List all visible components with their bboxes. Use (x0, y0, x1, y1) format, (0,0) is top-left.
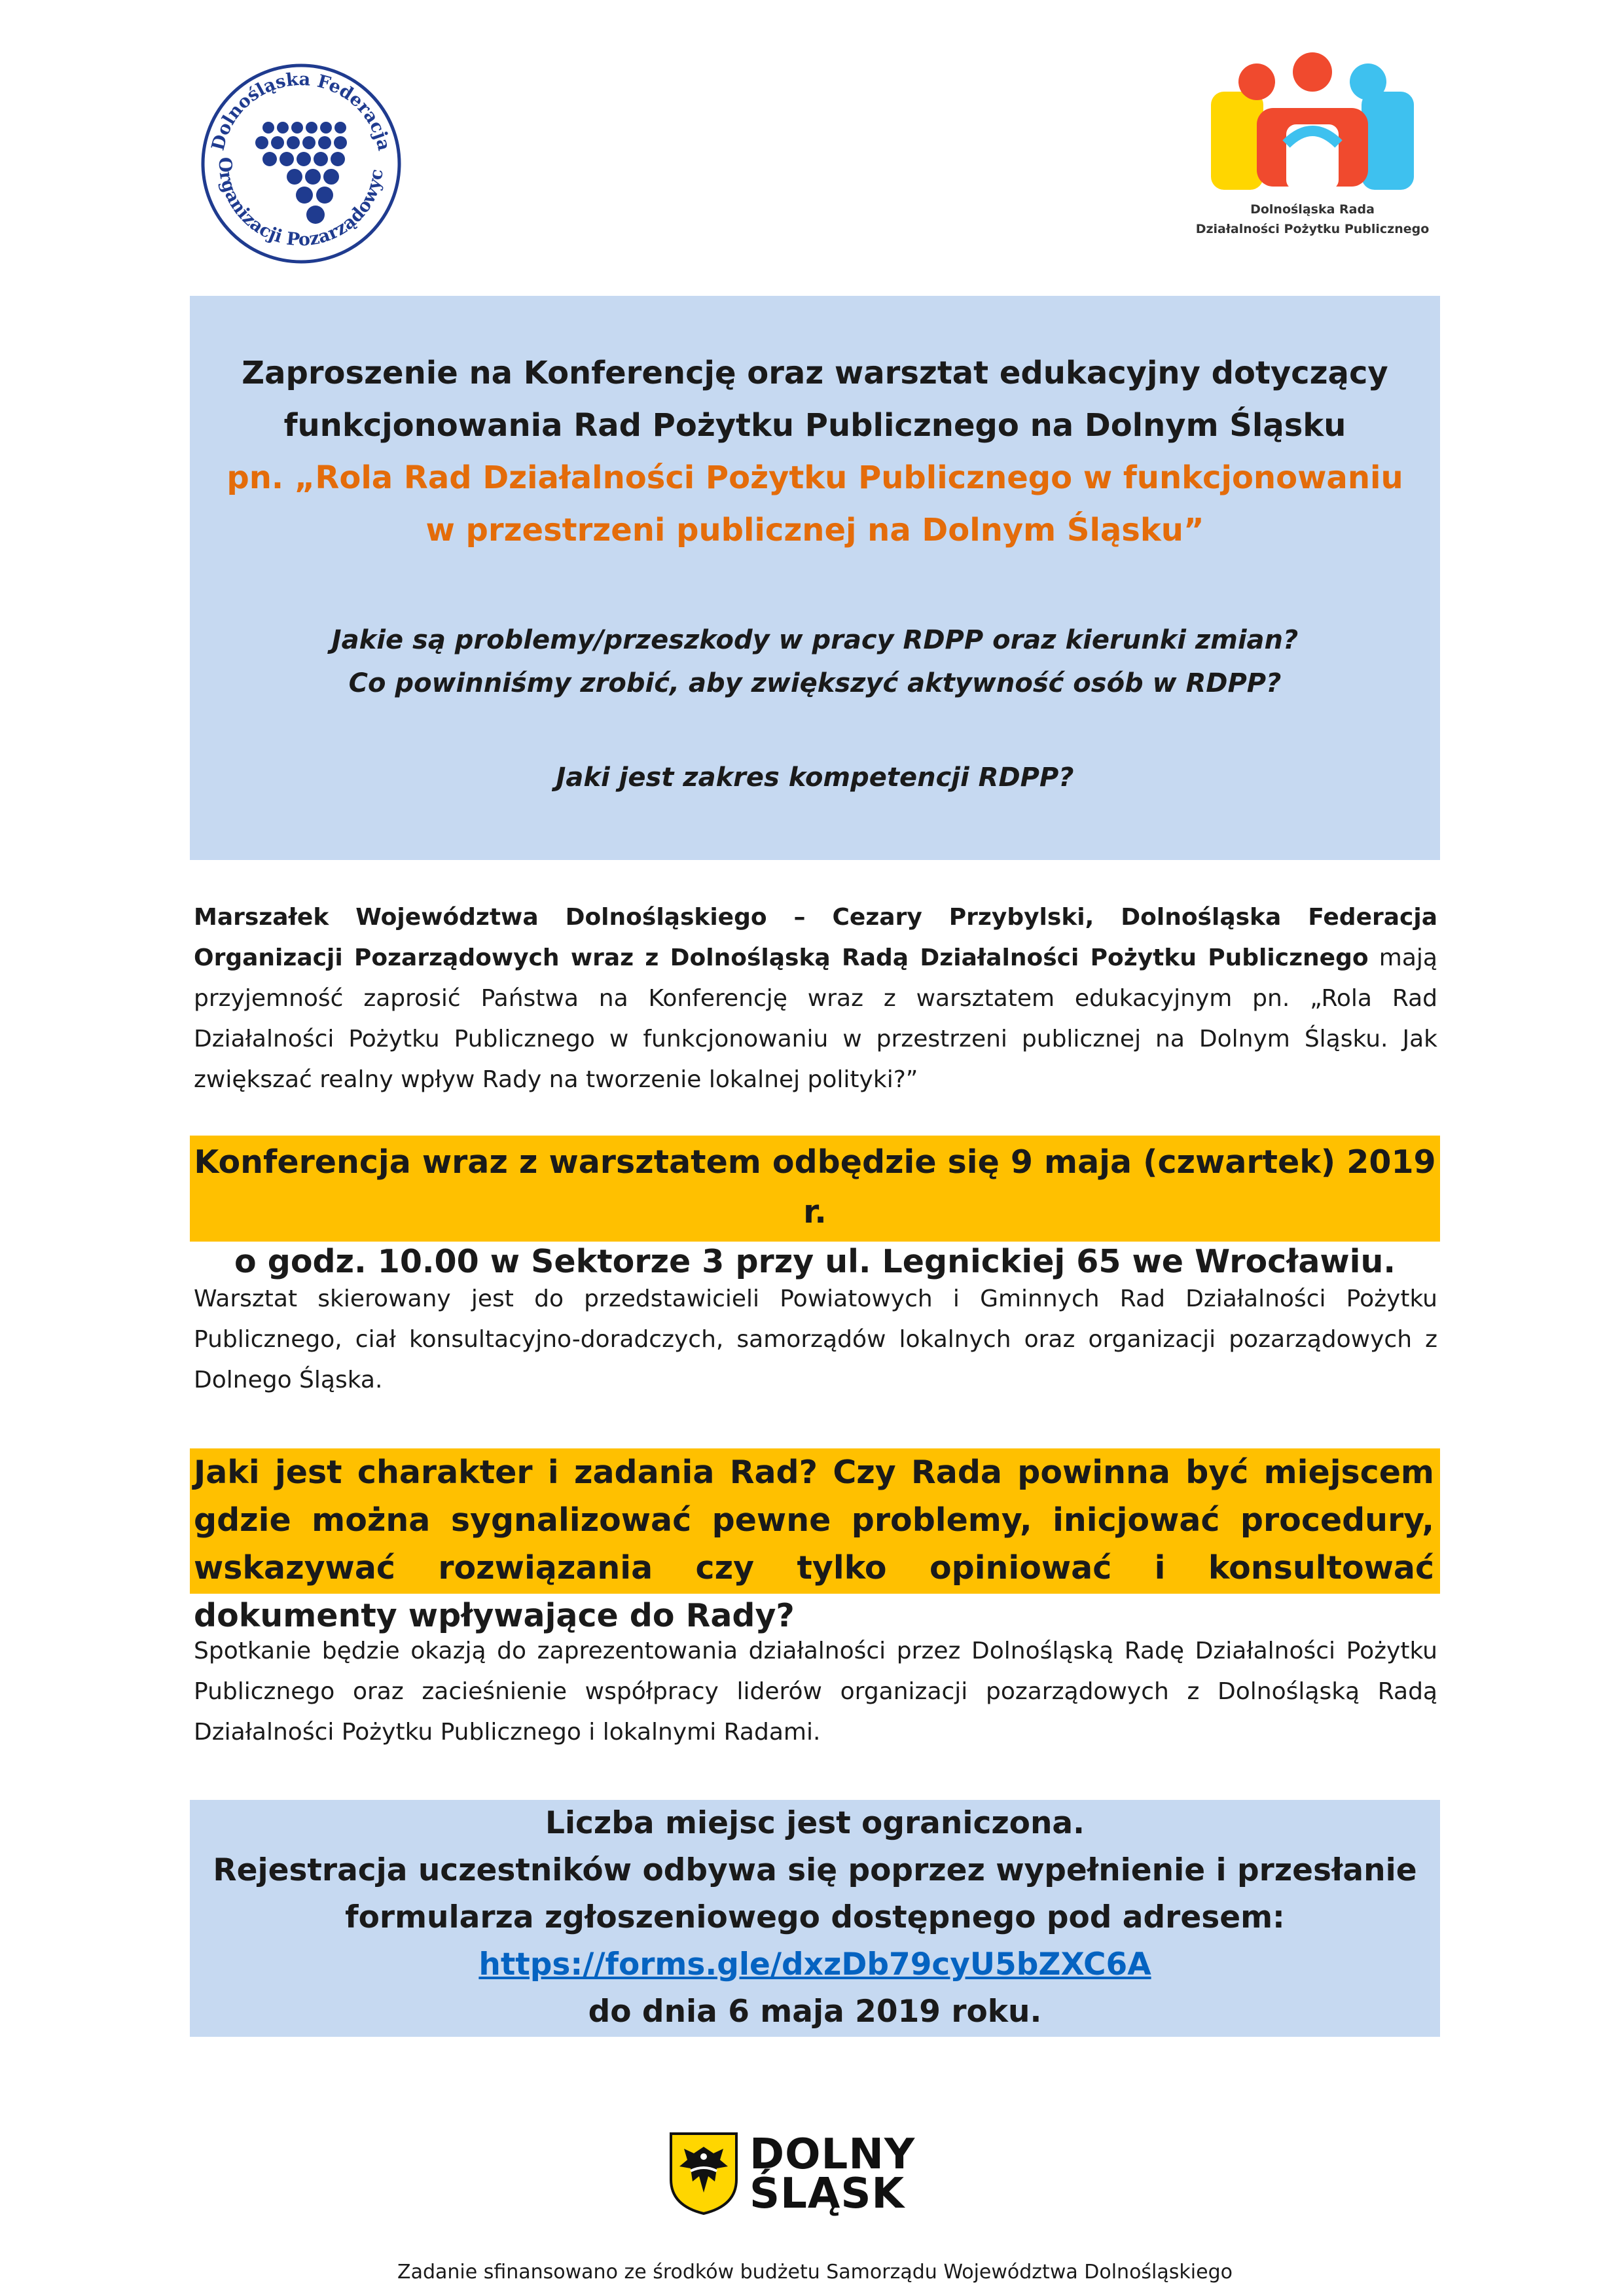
intro-paragraph (194, 897, 1437, 1100)
brand-line2: ŚLĄSK (749, 2170, 905, 2218)
title-line1: Zaproszenie na Konferencję oraz warsztat edukacyjny dotyczący (242, 355, 1388, 391)
invitation-subtitle (190, 452, 1440, 556)
question-2: Co powinniśmy zrobić, aby zwiększyć aktywność osób w RDPP? (348, 668, 1282, 698)
registration-text (190, 1800, 1440, 2036)
date-line2: o godz. 10.00 w Sektorze 3 przy ul. Legnickiej 65 we Wrocławiu. (234, 1243, 1396, 1280)
brand-line1: DOLNY (749, 2130, 916, 2179)
title-line2: funkcjonowania Rad Pożytku Publicznego na Dolnym Śląsku (283, 407, 1346, 444)
svg-text:Dolnośląska Federacja: Dolnośląska Federacja (208, 69, 395, 153)
rada-caption-line1: Dolnośląska Rada (1250, 202, 1375, 217)
audience-paragraph: Warsztat skierowany jest do przedstawicieli Powiatowych i Gminnych Rad Działalności Pożytku Publicznego, ciał konsultacyjno-doradczych, samorządów lokalnych oraz organizacji pozarządowych z Dolnego Śląska. (194, 1285, 1437, 1393)
invitation-questions (190, 619, 1440, 705)
svg-text:Organizacji Pozarządowych: Organizacji Pozarządowyc (214, 156, 388, 251)
question-1: Jakie są problemy/przeszkody w pracy RDPP oraz kierunki zmian? (331, 625, 1299, 655)
subtitle-line2: w przestrzeni publicznej na Dolnym Śląsku” (425, 512, 1204, 548)
registration-line1: Liczba miejsc jest ograniczona. (545, 1805, 1085, 1841)
rada-caption-line2: Działalności Pożytku Publicznego (1195, 222, 1430, 236)
dolny-slask-wordmark (749, 2130, 916, 2218)
registration-line3: formularza zgłoszeniowego dostępnego pod adresem: (345, 1899, 1285, 1935)
intro-bold: Marszałek Województwa Dolnośląskiego – Cezary Przybylski, Dolnośląska Federacja Organizacji Pozarządowych wraz z Dolnośląską Radą Działalności Pożytku Publicznego (194, 904, 1437, 971)
invitation-title (190, 347, 1440, 452)
registration-line2: Rejestracja uczestników odbywa się poprzez wypełnienie i przesłanie (213, 1852, 1417, 1888)
registration-deadline: do dnia 6 maja 2019 roku. (588, 1994, 1042, 2030)
rada-logo-caption (1113, 200, 1512, 239)
question-box-text: Jaki jest charakter i zadania Rad? Czy Rada powinna być miejscem gdzie można sygnalizować pewne problemy, inicjować procedury, wskazywać rozwiązania czy tylko opiniować i konsultować dokumenty wpływające do Rady? (194, 1454, 1434, 1634)
date-box-text (190, 1138, 1440, 1287)
funding-note: Zadanie sfinansowano ze środków budżetu Samorządu Województwa Dolnośląskiego (397, 2261, 1233, 2284)
question-3: Jaki jest zakres kompetencji RDPP? (556, 762, 1074, 793)
federacja-logo (196, 59, 406, 268)
intro-regular: mają przyjemność zaprosić Państwa na Konferencję wraz z warsztatem edukacyjnym pn. „Rola Rad Działalności Pożytku Publicznego w funkcjonowaniu w przestrzeni publicznej na Dolnym Śląsku. Jak zwiększać realny wpływ Rady na tworzenie lokalnej polityki?” (194, 944, 1437, 1093)
registration-form-link[interactable]: https://forms.gle/dxzDb79cyU5bZXC6A (478, 1946, 1151, 1982)
subtitle-line1: pn. „Rola Rad Działalności Pożytku Publicznego w funkcjonowaniu (226, 459, 1403, 496)
date-line1: Konferencja wraz z warsztatem odbędzie się 9 maja (czwartek) 2019 r. (194, 1143, 1436, 1230)
meeting-paragraph: Spotkanie będzie okazją do zaprezentowania działalności przez Dolnośląską Radę Działalności Pożytku Publicznego oraz zacieśnienie współpracy liderów organizacji pozarządowych z Dolnośląską Radą Działalności Pożytku Publicznego i lokalnymi Radami. (194, 1638, 1437, 1746)
